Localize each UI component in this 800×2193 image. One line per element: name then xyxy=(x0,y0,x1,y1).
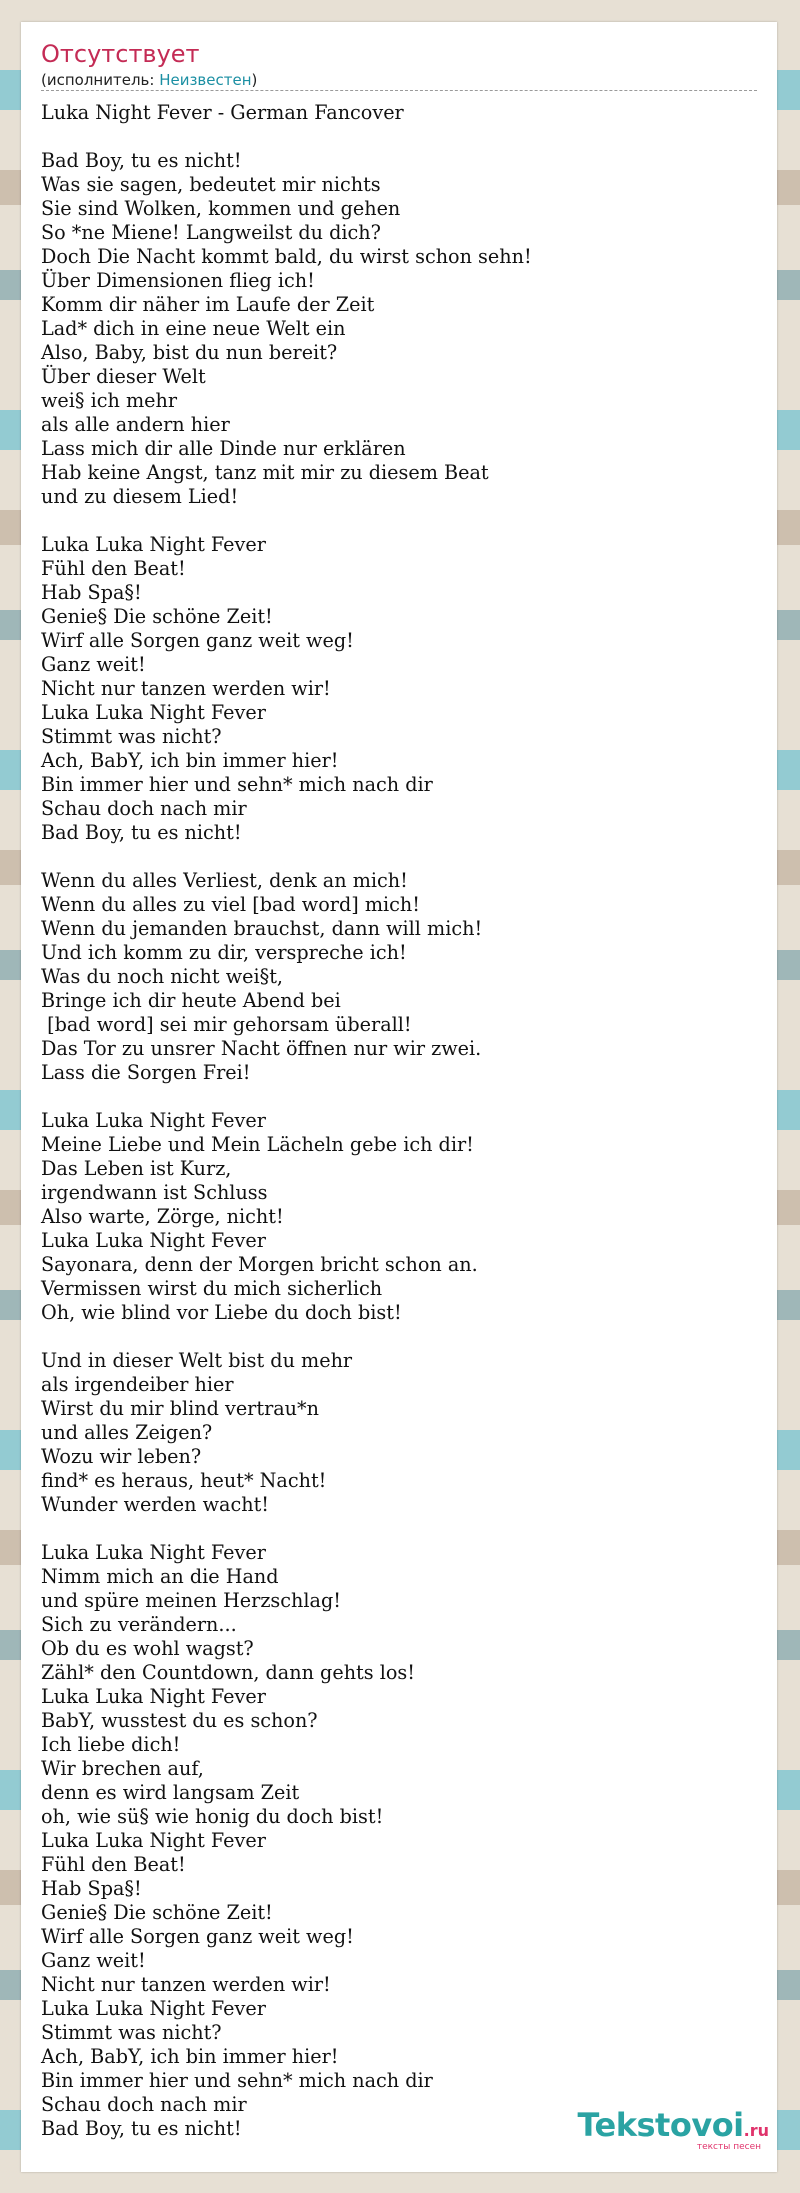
lyric-line: Luka Luka Night Fever xyxy=(41,533,266,556)
lyric-line: Genie§ Die schöne Zeit! xyxy=(41,605,273,628)
lyric-line: Stimmt was nicht? xyxy=(41,725,222,748)
artist-link[interactable]: Неизвестен xyxy=(159,71,252,89)
lyric-line: Hab Spa§! xyxy=(41,581,142,604)
lyric-line: Sich zu verändern... xyxy=(41,1613,237,1636)
lyric-line: Lass die Sorgen Frei! xyxy=(41,1061,251,1084)
lyric-line: Luka Luka Night Fever xyxy=(41,1541,266,1564)
lyric-line: Ach, BabY, ich bin immer hier! xyxy=(41,749,339,772)
lyric-line: und spüre meinen Herzschlag! xyxy=(41,1589,341,1612)
lyric-line: Lad* dich in eine neue Welt ein xyxy=(41,317,346,340)
lyric-line: Bin immer hier und sehn* mich nach dir xyxy=(41,2069,433,2092)
lyric-line: Fühl den Beat! xyxy=(41,1853,186,1876)
lyric-line: Lass mich dir alle Dinde nur erklären xyxy=(41,437,406,460)
lyric-line: Luka Luka Night Fever xyxy=(41,701,266,724)
lyric-line: Nicht nur tanzen werden wir! xyxy=(41,677,331,700)
lyric-line: Wirf alle Sorgen ganz weit weg! xyxy=(41,629,354,652)
lyric-line: So *ne Miene! Langweilst du dich? xyxy=(41,221,381,244)
lyric-line: Fühl den Beat! xyxy=(41,557,186,580)
lyric-line: Wenn du alles zu viel [bad word] mich! xyxy=(41,893,420,916)
lyric-line: Wirf alle Sorgen ganz weit weg! xyxy=(41,1925,354,1948)
lyric-line: Luka Luka Night Fever xyxy=(41,1829,266,1852)
lyric-line: Also warte, Zörge, nicht! xyxy=(41,1205,284,1228)
lyric-line: BabY, wusstest du es schon? xyxy=(41,1709,318,1732)
lyric-line xyxy=(41,845,751,869)
lyric-line: und alles Zeigen? xyxy=(41,1421,213,1444)
lyrics-text xyxy=(41,101,751,2141)
artist-prefix: (исполнитель: xyxy=(41,71,160,89)
lyric-line: Ach, BabY, ich bin immer hier! xyxy=(41,2045,339,2068)
lyric-line: Bad Boy, tu es nicht! xyxy=(41,149,242,172)
lyric-line: Ganz weit! xyxy=(41,653,146,676)
lyric-line xyxy=(41,509,751,533)
lyric-line: Wunder werden wacht! xyxy=(41,1493,270,1516)
lyric-line: Stimmt was nicht? xyxy=(41,2021,222,2044)
lyric-line: Luka Luka Night Fever xyxy=(41,1109,266,1132)
lyric-line: Über dieser Welt xyxy=(41,365,206,388)
lyric-line: Luka Luka Night Fever xyxy=(41,1997,266,2020)
lyric-line: als irgendeiber hier xyxy=(41,1373,234,1396)
lyrics-card xyxy=(21,22,777,2172)
lyric-line: irgendwann ist Schluss xyxy=(41,1181,268,1204)
lyric-line: Wirst du mir blind vertrau*n xyxy=(41,1397,319,1420)
lyric-line: Ob du es wohl wagst? xyxy=(41,1637,254,1660)
lyric-line: Nicht nur tanzen werden wir! xyxy=(41,1973,331,1996)
lyric-line: Bad Boy, tu es nicht! xyxy=(41,821,242,844)
lyric-line: Wenn du jemanden brauchst, dann will mich! xyxy=(41,917,483,940)
lyric-line xyxy=(41,125,751,149)
lyric-line: als alle andern hier xyxy=(41,413,230,436)
lyric-line: Wozu wir leben? xyxy=(41,1445,202,1468)
lyric-line: Und in dieser Welt bist du mehr xyxy=(41,1349,353,1372)
site-logo[interactable] xyxy=(577,2106,769,2152)
lyric-line: Das Leben ist Kurz, xyxy=(41,1157,232,1180)
lyric-line: Bin immer hier und sehn* mich nach dir xyxy=(41,773,433,796)
lyric-line: Über Dimensionen flieg ich! xyxy=(41,269,315,292)
lyric-line xyxy=(41,1517,751,1541)
lyric-line: Wenn du alles Verliest, denk an mich! xyxy=(41,869,408,892)
lyric-line: Hab Spa§! xyxy=(41,1877,142,1900)
lyric-line: wei§ ich mehr xyxy=(41,389,178,412)
logo-tagline: тексты песен xyxy=(696,2142,761,2152)
lyric-line: Und ich komm zu dir, verspreche ich! xyxy=(41,941,407,964)
lyric-line: Ich liebe dich! xyxy=(41,1733,181,1756)
lyric-line: Oh, wie blind vor Liebe du doch bist! xyxy=(41,1301,402,1324)
lyric-line: Also, Baby, bist du nun bereit? xyxy=(41,341,338,364)
lyric-line: Das Tor zu unsrer Nacht öffnen nur wir zwei. xyxy=(41,1037,482,1060)
logo-tld: .ru xyxy=(743,2121,769,2140)
artist-suffix: ) xyxy=(251,71,258,89)
logo-wordmark xyxy=(577,2106,769,2144)
header-divider xyxy=(41,90,757,91)
lyric-line: Schau doch nach mir xyxy=(41,2093,247,2116)
lyric-line: Komm dir näher im Laufe der Zeit xyxy=(41,293,375,316)
lyric-line: Meine Liebe und Mein Lächeln gebe ich dir! xyxy=(41,1133,474,1156)
lyric-line: und zu diesem Lied! xyxy=(41,485,239,508)
lyric-line: Hab keine Angst, tanz mit mir zu diesem Beat xyxy=(41,461,489,484)
lyric-line: Doch Die Nacht kommt bald, du wirst schon sehn! xyxy=(41,245,532,268)
lyric-line: Luka Luka Night Fever xyxy=(41,1685,266,1708)
logo-name: Tekstovoi xyxy=(577,2106,744,2144)
lyric-line: Zähl* den Countdown, dann gehts los! xyxy=(41,1661,415,1684)
lyric-line: find* es heraus, heut* Nacht! xyxy=(41,1469,327,1492)
lyric-line: Genie§ Die schöne Zeit! xyxy=(41,1901,273,1924)
lyric-line: Luka Luka Night Fever xyxy=(41,1229,266,1252)
lyric-line: Ganz weit! xyxy=(41,1949,146,1972)
lyric-line: oh, wie sü§ wie honig du doch bist! xyxy=(41,1805,384,1828)
lyric-line: Sayonara, denn der Morgen bricht schon an. xyxy=(41,1253,478,1276)
lyric-line xyxy=(41,1325,751,1349)
lyric-line: Vermissen wirst du mich sicherlich xyxy=(41,1277,383,1300)
lyric-line: Schau doch nach mir xyxy=(41,797,247,820)
lyric-line xyxy=(41,1085,751,1109)
lyric-line: denn es wird langsam Zeit xyxy=(41,1781,300,1804)
song-title: Отсутствует xyxy=(41,40,200,68)
lyric-line: Luka Night Fever - German Fancover xyxy=(41,101,404,124)
artist-line xyxy=(41,71,257,89)
lyric-line: Was sie sagen, bedeutet mir nichts xyxy=(41,173,381,196)
lyric-line: Was du noch nicht wei§t, xyxy=(41,965,284,988)
lyric-line: Bad Boy, tu es nicht! xyxy=(41,2117,242,2140)
lyric-line: Sie sind Wolken, kommen und gehen xyxy=(41,197,401,220)
lyric-line: [bad word] sei mir gehorsam überall! xyxy=(41,1013,412,1036)
lyric-line: Nimm mich an die Hand xyxy=(41,1565,279,1588)
lyric-line: Bringe ich dir heute Abend bei xyxy=(41,989,341,1012)
lyric-line: Wir brechen auf, xyxy=(41,1757,204,1780)
